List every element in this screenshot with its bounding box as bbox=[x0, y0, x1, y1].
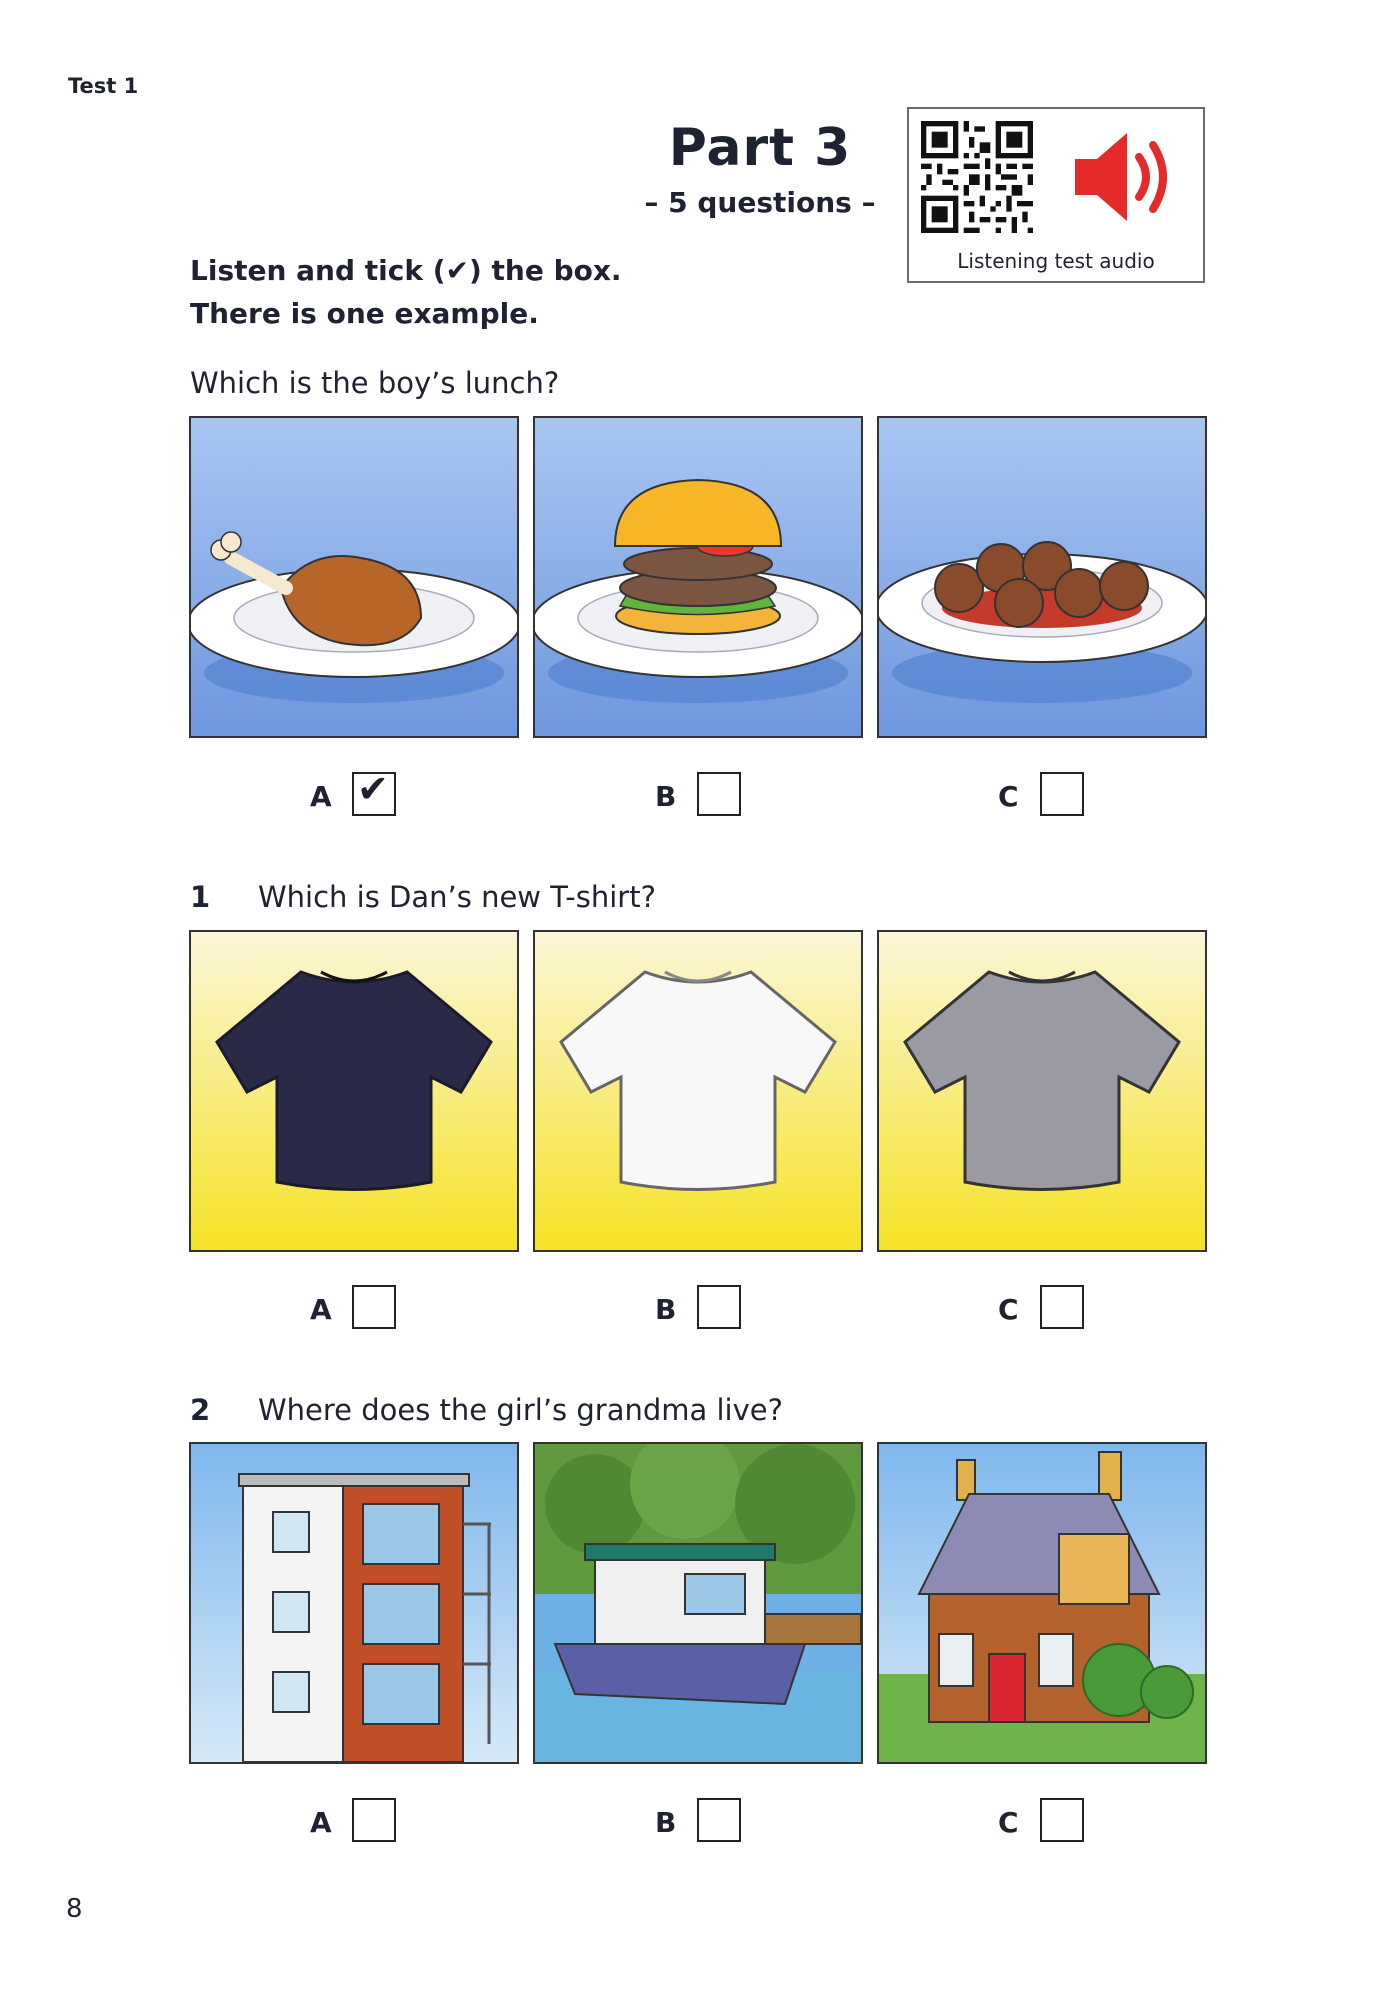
question-1-picture-b-white-t-shirt bbox=[533, 930, 863, 1252]
page-number: 8 bbox=[66, 1894, 83, 1924]
part-title: Part 3 bbox=[668, 118, 852, 178]
question-2-text: Where does the girl’s grandma live? bbox=[258, 1393, 784, 1427]
example-picture-b-burger bbox=[533, 416, 863, 738]
question-2-picture-a-flat-building bbox=[189, 1442, 519, 1764]
question-1-option-a[interactable] bbox=[310, 1285, 400, 1333]
option-letter: A bbox=[310, 780, 332, 813]
question-2-option-b[interactable] bbox=[655, 1798, 745, 1846]
example-option-c[interactable] bbox=[998, 772, 1088, 820]
tick-box[interactable] bbox=[1040, 1798, 1084, 1842]
question-1-picture-c-grey-t-shirt bbox=[877, 930, 1207, 1252]
question-2-picture-c-house bbox=[877, 1442, 1207, 1764]
test-label: Test 1 bbox=[68, 74, 139, 98]
option-letter: C bbox=[998, 1806, 1019, 1839]
question-2-option-c[interactable] bbox=[998, 1798, 1088, 1846]
qr-code-icon[interactable] bbox=[921, 121, 1033, 233]
tick-box[interactable] bbox=[697, 772, 741, 816]
instruction-line-2: There is one example. bbox=[190, 297, 539, 330]
question-1-option-c[interactable] bbox=[998, 1285, 1088, 1333]
speaker-icon[interactable] bbox=[1069, 127, 1179, 227]
option-letter: A bbox=[310, 1293, 332, 1326]
option-letter: C bbox=[998, 780, 1019, 813]
option-letter: C bbox=[998, 1293, 1019, 1326]
tick-box[interactable] bbox=[352, 1285, 396, 1329]
example-picture-a-chicken bbox=[189, 416, 519, 738]
option-letter: A bbox=[310, 1806, 332, 1839]
example-option-a[interactable] bbox=[310, 767, 400, 820]
tick-box[interactable] bbox=[697, 1285, 741, 1329]
tick-box[interactable] bbox=[352, 1798, 396, 1842]
example-question: Which is the boy’s lunch? bbox=[190, 366, 560, 400]
audio-label: Listening test audio bbox=[957, 249, 1155, 273]
tick-box[interactable] bbox=[352, 767, 396, 816]
tick-mark: ✔ bbox=[357, 767, 389, 811]
tick-box[interactable] bbox=[1040, 1285, 1084, 1329]
example-option-b[interactable] bbox=[655, 772, 745, 820]
question-1-number: 1 bbox=[190, 880, 211, 914]
option-letter: B bbox=[655, 1293, 677, 1326]
example-picture-c-meatballs bbox=[877, 416, 1207, 738]
option-letter: B bbox=[655, 780, 677, 813]
question-1-text: Which is Dan’s new T-shirt? bbox=[258, 880, 656, 914]
audio-box[interactable] bbox=[907, 107, 1205, 283]
question-1-picture-a-black-t-shirt bbox=[189, 930, 519, 1252]
question-1-option-b[interactable] bbox=[655, 1285, 745, 1333]
instruction-line-1: Listen and tick (✔) the box. bbox=[190, 254, 622, 287]
tick-box[interactable] bbox=[697, 1798, 741, 1842]
question-2-number: 2 bbox=[190, 1393, 211, 1427]
question-2-picture-b-boat bbox=[533, 1442, 863, 1764]
part-subtitle: – 5 questions – bbox=[644, 186, 876, 219]
tick-box[interactable] bbox=[1040, 772, 1084, 816]
option-letter: B bbox=[655, 1806, 677, 1839]
question-2-option-a[interactable] bbox=[310, 1798, 400, 1846]
